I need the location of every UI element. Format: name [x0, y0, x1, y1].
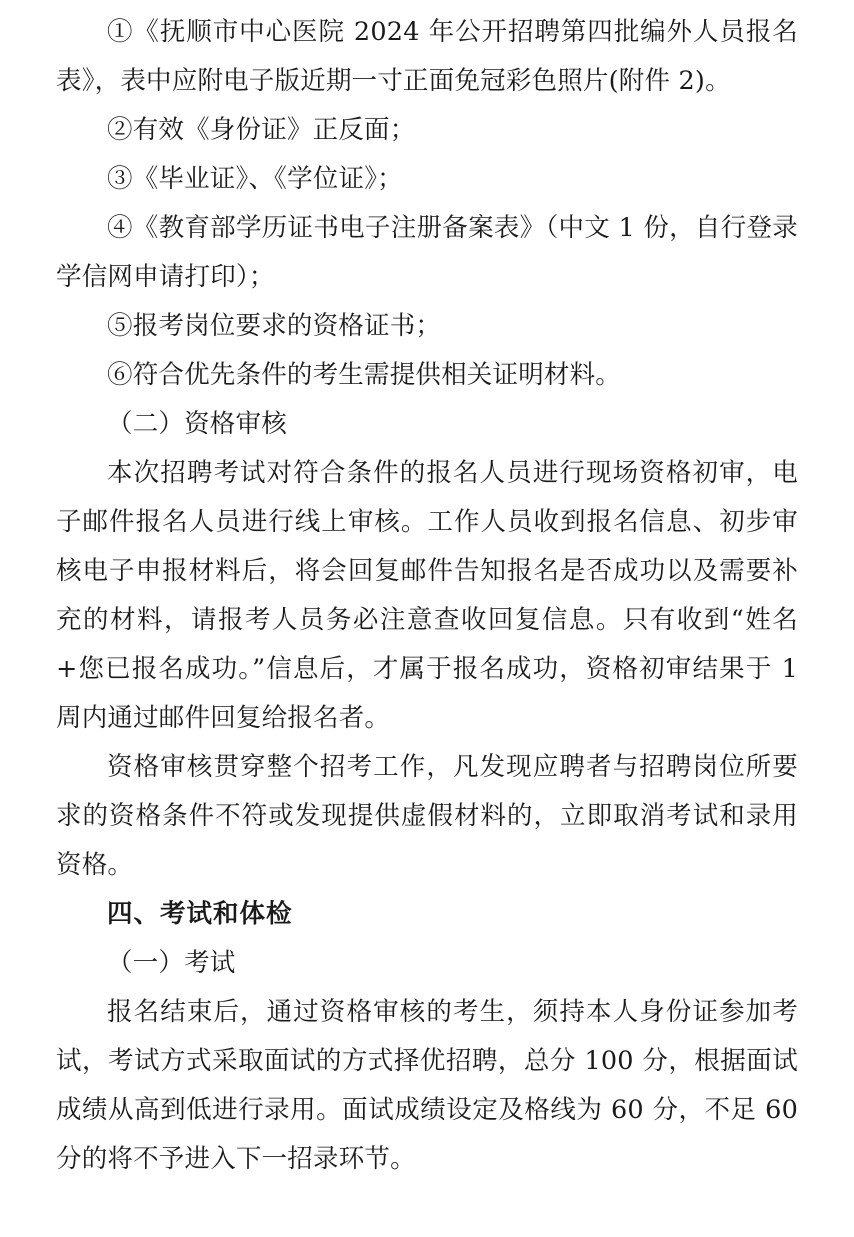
list-item-qualification-certificate: ⑤报考岗位要求的资格证书；	[107, 311, 442, 341]
list-item-diploma: ③《毕业证》、《学位证》；	[107, 164, 403, 194]
paragraph-review-scope: 资格审核贯穿整个招考工作，凡发现应聘者与招聘岗位所要求的资格条件不符或发现提供虚假材料的，立即取消考试和录用资格。	[56, 752, 798, 880]
document-body	[56, 8, 798, 1184]
subsection-qualification-review-title: （二）资格审核	[107, 409, 287, 439]
section-heading-exam-and-physical: 四、考试和体检	[107, 899, 293, 929]
subsection-exam-title: （一）考试	[107, 948, 236, 978]
list-item-id-card: ②有效《身份证》正反面；	[107, 115, 416, 145]
list-item-education-registration: ④《教育部学历证书电子注册备案表》（中文 1 份，自行登录学信网申请打印）；	[56, 213, 798, 292]
paragraph-exam-details: 报名结束后，通过资格审核的考生，须持本人身份证参加考试，考试方式采取面试的方式择优招聘，总分 100 分，根据面试成绩从高到低进行录用。面试成绩设定及格线为 60 分，不足 60 分的将不予进入下一招录环节。	[56, 997, 798, 1174]
list-item-priority-proof: ⑥符合优先条件的考生需提供相关证明材料。	[107, 360, 622, 390]
paragraph-review-process: 本次招聘考试对符合条件的报名人员进行现场资格初审，电子邮件报名人员进行线上审核。工作人员收到报名信息、初步审核电子申报材料后，将会回复邮件告知报名是否成功以及需要补充的材料，请报考人员务必注意查收回复信息。只有收到“姓名+您已报名成功。”信息后，才属于报名成功，资格初审结果于 1 周内通过邮件回复给报名者。	[56, 458, 798, 733]
list-item-registration-form: ①《抚顺市中心医院 2024 年公开招聘第四批编外人员报名表》，表中应附电子版近期一寸正面免冠彩色照片(附件 2)。	[56, 17, 798, 96]
